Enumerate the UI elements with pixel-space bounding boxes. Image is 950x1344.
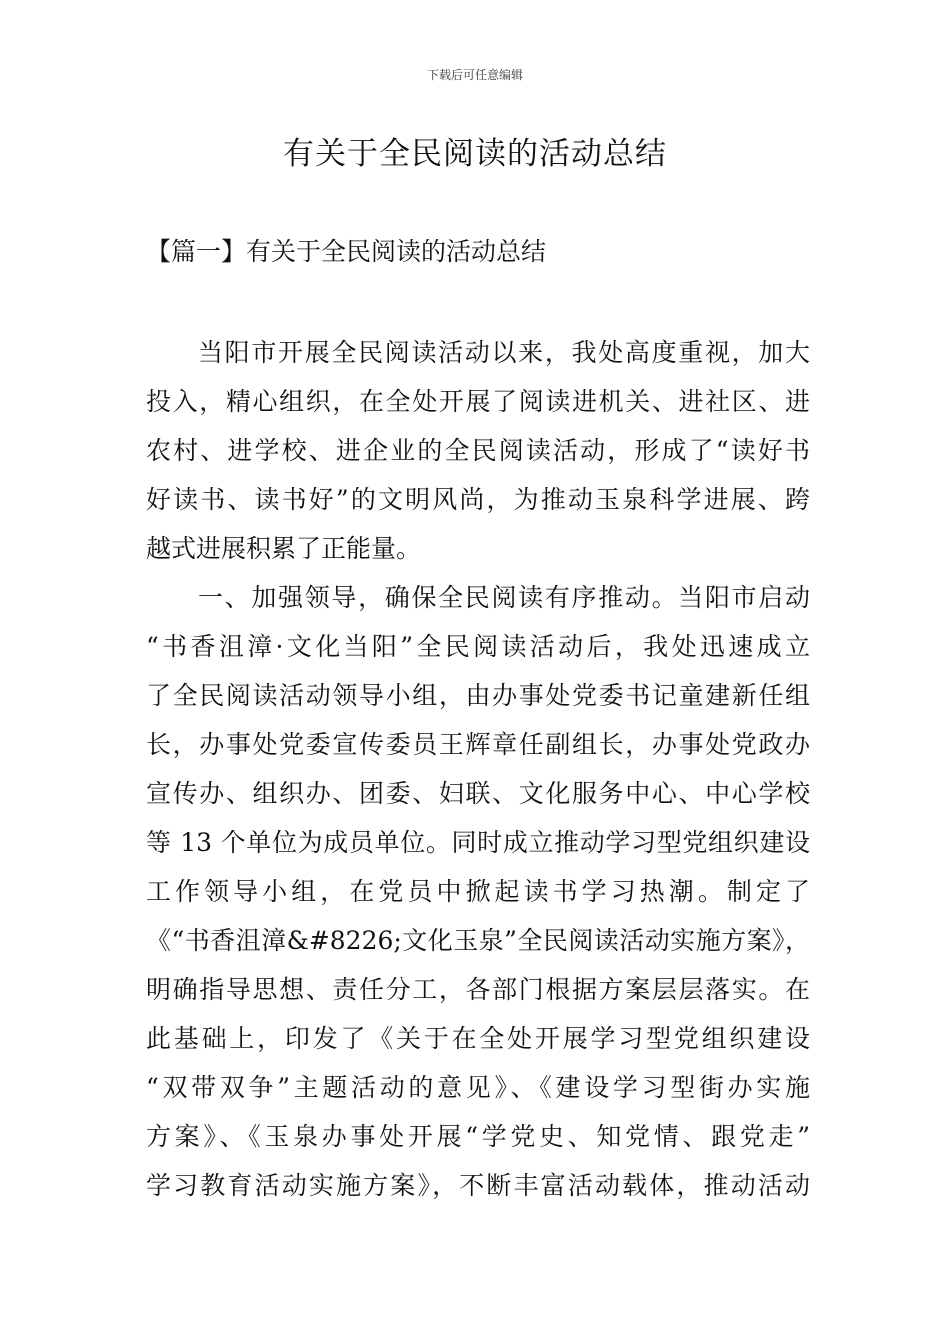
text-line: 长，办事处党委宣传委员王辉章任副组长，办事处党政办 [146, 730, 810, 759]
text-line: 一、加强领导，确保全民阅读有序推动。当阳市启动 [198, 583, 810, 612]
text-line: 《“书香沮漳&#8226;文化玉泉”全民阅读活动实施方案》， [146, 926, 810, 955]
header-note: 下载后可任意编辑 [426, 68, 523, 82]
text-line: 好读书、读书好”的文明风尚，为推动玉泉科学进展、跨 [146, 485, 810, 514]
text-line: “书香沮漳·文化当阳”全民阅读活动后，我处迅速成立 [146, 632, 810, 661]
text-line: 学习教育活动实施方案》，不断丰富活动载体，推动活动 [146, 1171, 810, 1200]
text-line: 当阳市开展全民阅读活动以来，我处高度重视，加大 [198, 338, 810, 367]
text-line: 工作领导小组，在党员中掀起读书学习热潮。制定了 [146, 877, 810, 906]
paragraph-2 [146, 573, 810, 1210]
text-line: 投入，精心组织，在全处开展了阅读进机关、进社区、进 [146, 387, 810, 416]
text-line: 了全民阅读活动领导小组，由办事处党委书记童建新任组 [146, 681, 810, 710]
body-text [146, 328, 810, 1210]
text-line: 此基础上，印发了《关于在全处开展学习型党组织建设 [146, 1024, 810, 1053]
text-line: 明确指导思想、责任分工，各部门根据方案层层落实。在 [146, 975, 810, 1004]
text-line: 方案》、《玉泉办事处开展“学党史、知党情、跟党走” [146, 1122, 810, 1151]
text-line: 越式进展积累了正能量。 [146, 534, 422, 563]
text-line: 等 13 个单位为成员单位。同时成立推动学习型党组织建设 [146, 828, 810, 857]
text-line: “双带双争”主题活动的意见》、《建设学习型街办实施 [146, 1073, 810, 1102]
document-title: 有关于全民阅读的活动总结 [283, 136, 667, 172]
text-line: 农村、进学校、进企业的全民阅读活动，形成了“读好书 [146, 436, 810, 465]
text-line: 宣传办、组织办、团委、妇联、文化服务中心、中心学校 [146, 779, 810, 808]
section-heading: 【篇一】有关于全民阅读的活动总结 [146, 237, 547, 266]
paragraph-1 [146, 328, 810, 573]
